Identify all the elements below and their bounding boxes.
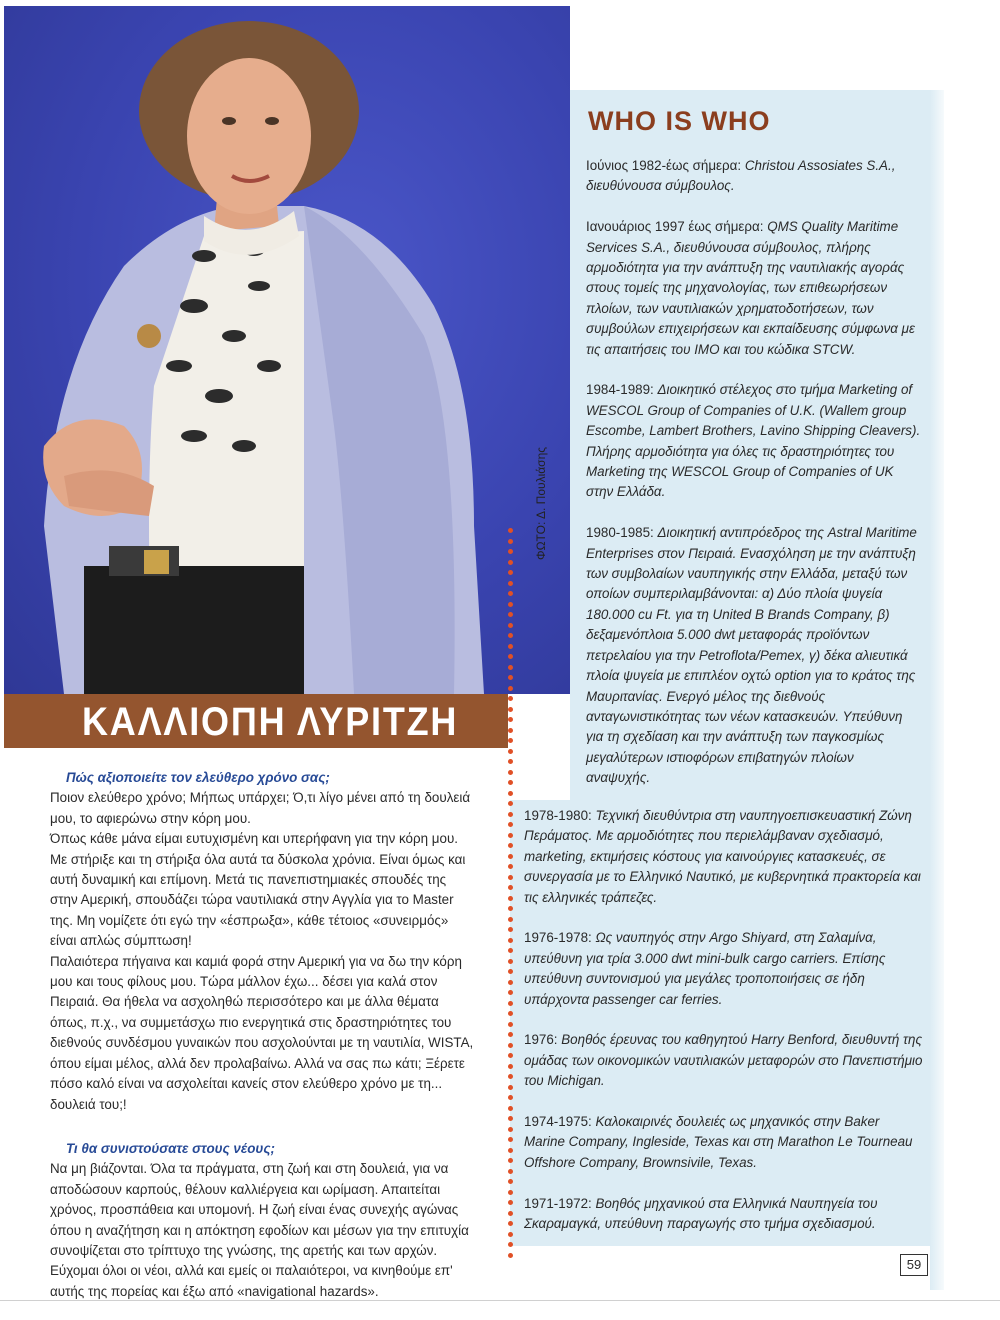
dotted-divider	[507, 528, 515, 1258]
page-bottom-rule	[0, 1300, 1000, 1301]
divider-dot	[508, 759, 513, 764]
divider-dot	[508, 696, 513, 701]
divider-dot	[508, 927, 513, 932]
divider-dot	[508, 665, 513, 670]
career-entry: 1976: Βοηθός έρευνας του καθηγητού Harry Benford, διευθυντή της ομάδας των οικονομικών ναυτιλιακών μεταφορών στο Πανεπιστήμιο του Michigan.	[524, 1032, 923, 1089]
divider-dot	[508, 539, 513, 544]
portrait-photo	[4, 6, 570, 694]
divider-dot	[508, 1211, 513, 1216]
divider-dot	[508, 1253, 513, 1258]
career-entry: Ιούνιος 1982-έως σήμερα: Christou Assosiates S.A., διευθύνουσα σύμβουλος.	[586, 158, 896, 194]
career-entry: 1984-1989: Διοικητικό στέλεχος στο τμήμα Marketing of WESCOL Group of Companies of U.K. (Wallem group Escombe, Lambert Brothers, Lavino Shipping Cleavers). Πλήρης αρμοδιότητα για όλες τις δραστηριότητες του Marketing της WESCOL Group of Companies of UK στην Ελλάδα.	[586, 382, 921, 500]
career-entry: Ιανουάριος 1997 έως σήμερα: QMS Quality Maritime Services S.A., διευθύνουσα σύμβουλος, πλήρης αρμοδιότητα για την ανάπτυξη της ναυτιλιακής αγοράς στους τομείς της μηχανολογίας, των επιθεωρήσεων πλοίων, των ναυτιλιακών χρηματοδοτήσεων, των συμβούλων επιχειρήσεων και εκπαίδευσης σύμφωνα με τις απαιτήσεις του ΙΜΟ και του κώδικα STCW.	[586, 219, 915, 357]
divider-dot	[508, 1032, 513, 1037]
divider-dot	[508, 770, 513, 775]
divider-dot	[508, 738, 513, 743]
divider-dot	[508, 854, 513, 859]
person-name: ΚΑΛΛΙΟΠΗ ΛΥΡΙΤΖΗ	[82, 700, 459, 744]
divider-dot	[508, 801, 513, 806]
divider-dot	[508, 675, 513, 680]
divider-dot	[508, 1085, 513, 1090]
divider-dot	[508, 549, 513, 554]
career-entry: 1971-1972: Βοηθός μηχανικού στα Ελληνικά Ναυπηγεία του Σκαραμαγκά, υπεύθυνη παραγωγής στο τμήμα σχεδιασμού.	[524, 1195, 878, 1232]
divider-dot	[508, 1169, 513, 1174]
divider-dot	[508, 917, 513, 922]
divider-dot	[508, 644, 513, 649]
photo-credit: ΦΩΤΟ: Δ. Πουλιάσης	[534, 446, 548, 560]
divider-dot	[508, 560, 513, 565]
career-list	[586, 156, 921, 809]
panel-edge	[930, 90, 944, 1290]
divider-dot	[508, 864, 513, 869]
page-number: 59	[900, 1254, 928, 1276]
answer-paragraph: Να μη βιάζονται. Όλα τα πράγματα, στη ζωή και στη δουλειά, για να αποδώσουν καρπούς, θέλουν καλλιέργεια και ωρίμαση. Απαιτείται χρόνος, προσπάθεια και υπομονή. Η ζωή είναι ένας συνεχής αγώνας όπου η αναζήτηση και η απόκτηση εφοδίων και μέσων για την επιτυχία συνοψίζεται στο τρίπτυχο της γνώσης, της αρετής και των αρχών. Εύχομαι όλοι οι νέοι, αλλά και εμείς οι παλαιότεροι, να κινηθούμε επ' αυτής της πορείας και έξω από «navigational hazards».	[50, 1161, 469, 1299]
divider-dot	[508, 591, 513, 596]
divider-dot	[508, 791, 513, 796]
divider-dot	[508, 822, 513, 827]
section-title: WHO IS WHO	[588, 106, 771, 136]
divider-dot	[508, 959, 513, 964]
divider-dot	[508, 1158, 513, 1163]
divider-dot	[508, 654, 513, 659]
divider-dot	[508, 1200, 513, 1205]
divider-dot	[508, 1190, 513, 1195]
question-heading: Πώς αξιοποιείτε τον ελεύθερο χρόνο σας;	[66, 770, 330, 785]
interview-column	[50, 768, 474, 1302]
divider-dot	[508, 875, 513, 880]
answer-paragraph: Όπως κάθε μάνα είμαι ευτυχισμένη και υπερήφανη για την κόρη μου. Με στήριξε και τη στήριξα όλα αυτά τα δύσκολα χρόνια. Είναι όμως και αυτή δυναμική και επίμονη. Μετά τις πανεπιστημιακές σπουδές της στην Αμερική, σπουδάζει τώρα ναυτιλιακά στην Αγγλία για το Master της. Μη νομίζετε ότι εγώ την «έσπρωξα», κάθε τέτοιος «συνειρμός» είναι απλώς σύμπτωση!	[50, 831, 466, 949]
divider-dot	[508, 602, 513, 607]
divider-dot	[508, 1242, 513, 1247]
divider-dot	[508, 749, 513, 754]
answer-paragraph: Ποιον ελεύθερο χρόνο; Μήπως υπάρχει; Ό,τι λίγο μένει από τη δουλειά μου, το αφιερώνω στην κόρη μου.	[50, 790, 471, 826]
divider-dot	[508, 812, 513, 817]
divider-dot	[508, 570, 513, 575]
divider-dot	[508, 948, 513, 953]
career-entry: 1980-1985: Διοικητική αντιπρόεδρος της Astral Maritime Enterprises στον Πειραιά. Ενασχόληση με την ανάπτυξη των συμβολαίων ναυπηγικής στην Ελλάδα, μεταξύ των οποίων συμπεριλαμβάνονται: α) Δύο πλοία ψυγεία 180.000 cu Ft. για τη United B Brands Company, β) δεξαμενόπλοια 5.000 dwt μεταφοράς προϊόντων πετρελαίου για την Petroflota/Pemex, γ) δέκα αλιευτικά πλοία ψυγεία με επιπλέον οχτώ option για το κράτος της Μαυριτανίας. Ενεργό μέλος της διεθνούς ανταγωνιστικότητας των νέων κατασκευών. Υπεύθυνη για τη σχεδίαση και την ανάπτυξη των παγκοσμίως μεγαλύτερων ιστιοφόρων επιβατηγών πλοίων αναψυχής.	[586, 525, 917, 786]
question-heading: Τι θα συνιστούσατε στους νέους;	[66, 1140, 275, 1156]
divider-dot	[508, 1116, 513, 1121]
divider-dot	[508, 1001, 513, 1006]
divider-dot	[508, 969, 513, 974]
divider-dot	[508, 1221, 513, 1226]
divider-dot	[508, 728, 513, 733]
divider-dot	[508, 1022, 513, 1027]
divider-dot	[508, 990, 513, 995]
divider-dot	[508, 1179, 513, 1184]
divider-dot	[508, 885, 513, 890]
divider-dot	[508, 1095, 513, 1100]
career-entry: 1978-1980: Τεχνική διευθύντρια στη ναυπηγοεπισκευαστική Ζώνη Περάματος. Με αρμοδιότητες που περιελάμβαναν σχεδιασμό, marketing, εκτιμήσεις κόστους για καινούργιες κατασκευές, σε συνεργασία με το Ελληνικό Ναυτικό, με κυβερνητικά πρακτορεία και τις ελληνικές τράπεζες.	[524, 808, 921, 905]
divider-dot	[508, 1043, 513, 1048]
divider-dot	[508, 1064, 513, 1069]
divider-dot	[508, 717, 513, 722]
portrait-illustration	[4, 6, 570, 694]
career-list-lower	[524, 806, 924, 1255]
divider-dot	[508, 1232, 513, 1237]
divider-dot	[508, 1127, 513, 1132]
divider-dot	[508, 780, 513, 785]
divider-dot	[508, 843, 513, 848]
divider-dot	[508, 633, 513, 638]
divider-dot	[508, 528, 513, 533]
divider-dot	[508, 1053, 513, 1058]
divider-dot	[508, 1011, 513, 1016]
divider-dot	[508, 1074, 513, 1079]
divider-dot	[508, 623, 513, 628]
divider-dot	[508, 980, 513, 985]
divider-dot	[508, 581, 513, 586]
divider-dot	[508, 938, 513, 943]
divider-dot	[508, 1137, 513, 1142]
divider-dot	[508, 1106, 513, 1111]
divider-dot	[508, 896, 513, 901]
career-entry: 1976-1978: Ως ναυπηγός στην Argo Shiyard, στη Σαλαμίνα, υπεύθυνη για τρία 3.000 dwt mini-bulk cargo carriers. Επίσης υπεύθυνη συντονισμού για μεγάλες τροποποιήσεις σε ήδη υπάρχοντα passenger car ferries.	[524, 930, 886, 1007]
divider-dot	[508, 906, 513, 911]
divider-dot	[508, 1148, 513, 1153]
answer-paragraph: Παλαιότερα πήγαινα και καμιά φορά στην Αμερική για να δω την κόρη μου και τους φίλους μου. Τώρα μάλλον έχω... δέσει για καλά στον Πειραιά. Θα ήθελα να ασχοληθώ περισσότερο και με άλλα θέματα όπως, π.χ., να συμμετάσχω πιο ενεργητικά στις δραστηριότητες του διεθνούς συνδέσμου γυναικών που ασχολούνται με τη ναυτιλία, WISTA, όπου είμαι μέλος, αλλά δεν προλαβαίνω. Αλλά να σας πω κάτι; Ξέρετε πόσο καλό είναι να ασχολείται κανείς στον ελεύθερο χρόνο με τη... δουλειά του;!	[50, 953, 474, 1112]
career-entry: 1974-1975: Καλοκαιρινές δουλειές ως μηχανικός στην Baker Marine Company, Ingleside, Texas και στη Marathon Le Tourneau Offshore Company, Brownsivile, Texas.	[524, 1114, 913, 1170]
divider-dot	[508, 686, 513, 691]
divider-dot	[508, 707, 513, 712]
divider-dot	[508, 833, 513, 838]
name-banner	[4, 694, 508, 748]
divider-dot	[508, 612, 513, 617]
